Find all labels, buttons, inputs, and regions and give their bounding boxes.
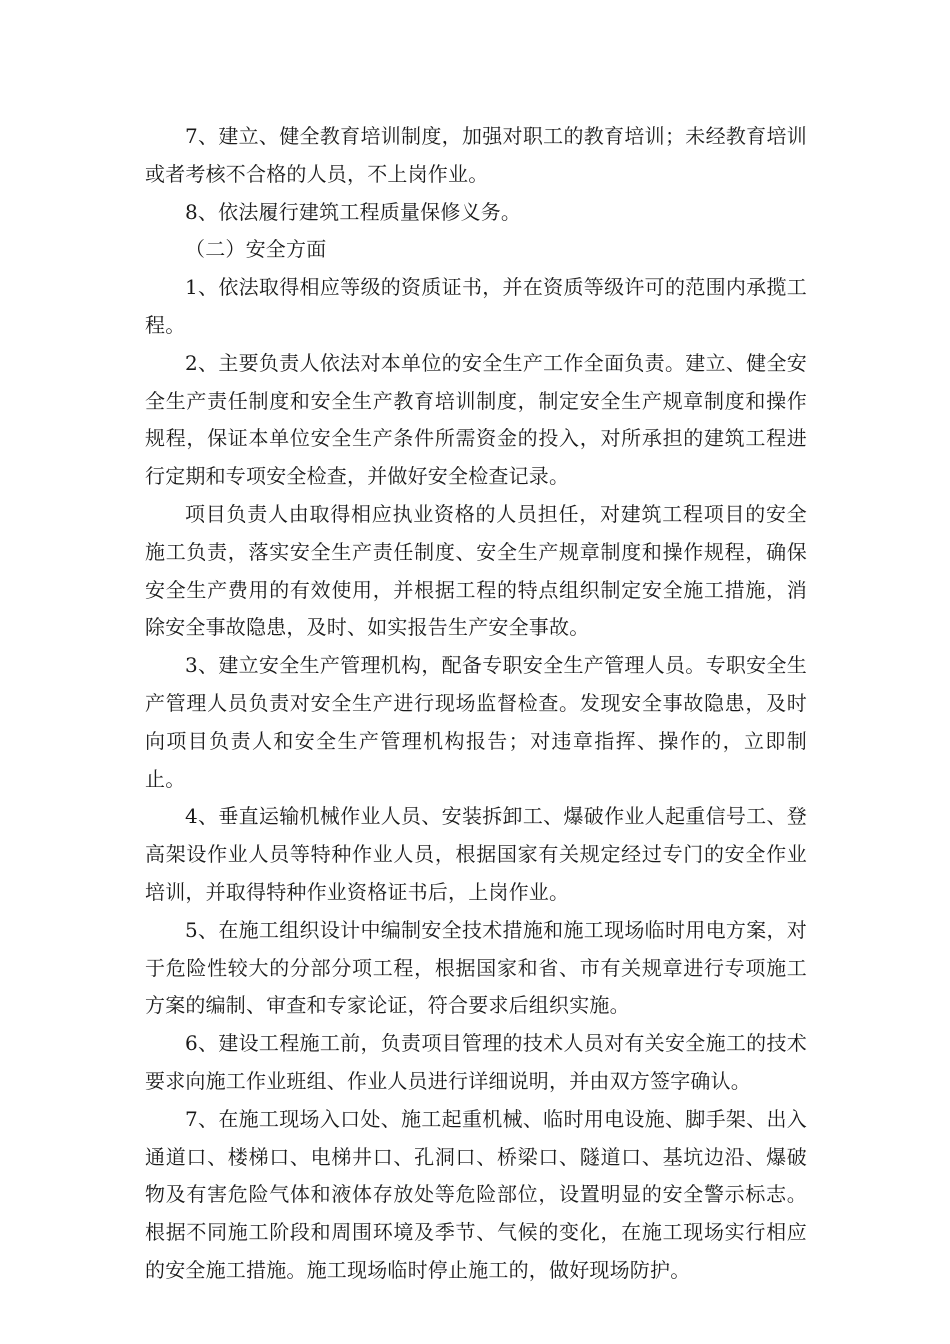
paragraph-qualification: 1、依法取得相应等级的资质证书，并在资质等级许可的范围内承揽工程。 <box>145 275 807 337</box>
paragraph-education-training: 7、建立、健全教育培训制度，加强对职工的教育培训；未经教育培训或者考核不合格的人员，不上岗作业。 <box>145 124 807 186</box>
paragraph-construction-plan: 5、在施工组织设计中编制安全技术措施和施工现场临时用电方案，对于危险性较大的分部分项工程，根据国家和省、市有关规章进行专项施工方案的编制、审查和专家论证，符合要求后组织实施。 <box>145 917 807 1018</box>
paragraph-warranty: 8、依法履行建筑工程质量保修义务。 <box>185 199 522 224</box>
paragraph-special-operators: 4、垂直运输机械作业人员、安装拆卸工、爆破作业人起重信号工、登高架设作业人员等特种作业人员，根据国家有关规定经过专门的安全作业培训，并取得特种作业资格证书后，上岗作业。 <box>145 804 807 904</box>
paragraph-principal-responsibility: 2、主要负责人依法对本单位的安全生产工作全面负责。建立、健全安全生产责任制度和安全生产教育培训制度，制定安全生产规章制度和操作规程，保证本单位安全生产条件所需资金的投入，对所承担的建筑工程进行定期和专项安全检查，并做好安全检查记录。 <box>145 350 807 489</box>
paragraph-safety-organization: 3、建立安全生产管理机构，配备专职安全生产管理人员。专职安全生产管理人员负责对安全生产进行现场监督检查。发现安全事故隐患，及时向项目负责人和安全生产管理机构报告；对违章指挥、操作的，立即制止。 <box>145 653 807 791</box>
section-heading-safety: （二）安全方面 <box>185 237 327 262</box>
document-body <box>145 118 807 1290</box>
paragraph-project-manager: 项目负责人由取得相应执业资格的人员担任，对建筑工程项目的安全施工负责，落实安全生产责任制度、安全生产规章制度和操作规程，确保安全生产费用的有效使用，并根据工程的特点组织制定安全施工措施，消除安全事故隐患，及时、如实报告生产安全事故。 <box>145 501 807 640</box>
paragraph-warning-signs: 7、在施工现场入口处、施工起重机械、临时用电设施、脚手架、出入通道口、楼梯口、电梯井口、孔洞口、桥梁口、隧道口、基坑边沿、爆破物及有害危险气体和液体存放处等危险部位，设置明显的安全警示标志。根据不同施工阶段和周围环境及季节、气候的变化，在施工现场实行相应的安全施工措施。施工现场临时停止施工的，做好现场防护。 <box>145 1106 807 1282</box>
paragraph-technical-briefing: 6、建设工程施工前，负责项目管理的技术人员对有关安全施工的技术要求向施工作业班组、作业人员进行详细说明，并由双方签字确认。 <box>145 1031 807 1093</box>
